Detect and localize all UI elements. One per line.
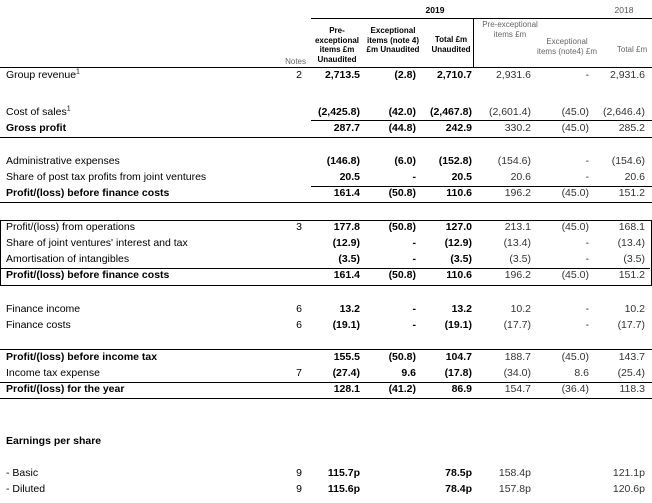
eps-pre-exceptional-2019: 115.7p: [327, 467, 360, 479]
value-total-2019: (19.1): [444, 319, 472, 331]
row-label: [6, 156, 120, 167]
value-exceptional-2018: -: [585, 253, 589, 265]
col-header-pre-exceptional-2019: Pre-exceptional items £m Unaudited: [314, 26, 359, 64]
value-total-2019: (3.5): [450, 253, 472, 265]
note-ref: 6: [296, 319, 302, 331]
value-pre-exceptional-2018: 330.2: [504, 122, 531, 134]
value-total-2019: 13.2: [451, 303, 472, 315]
row-label: [6, 188, 169, 199]
value-exceptional-2018: (45.0): [561, 269, 589, 281]
value-pre-exceptional-2018: 188.7: [504, 351, 531, 363]
eps-note-ref: 9: [296, 467, 302, 479]
value-pre-exceptional-2018: (154.6): [497, 155, 531, 167]
year-prior: 2018: [614, 5, 634, 15]
value-exceptional-2019: (6.0): [394, 155, 416, 167]
eps-pre-exceptional-2018: 158.4p: [498, 467, 531, 479]
eps-total-2019: 78.5p: [445, 467, 472, 479]
section-rule: [0, 349, 652, 350]
value-pre-exceptional-2019: (19.1): [332, 319, 360, 331]
eps-row-label: - Diluted: [6, 483, 46, 495]
value-total-2018: 10.2: [624, 303, 645, 315]
header-top-rule: [311, 18, 652, 19]
value-total-2018: (13.4): [617, 237, 645, 249]
subtotal-rule: [311, 120, 652, 121]
value-pre-exceptional-2018: (34.0): [503, 367, 531, 379]
eps-pre-exceptional-2019: 115.6p: [327, 483, 360, 495]
value-total-2018: (17.7): [617, 319, 645, 331]
notes-header: Notes: [285, 57, 306, 66]
row-label: [6, 368, 100, 379]
value-exceptional-2019: (2.8): [394, 69, 416, 81]
value-pre-exceptional-2018: 2,931.6: [495, 69, 531, 81]
row-label-text: Finance income: [6, 303, 81, 315]
value-exceptional-2019: -: [412, 171, 416, 183]
value-pre-exceptional-2018: 154.7: [504, 383, 531, 395]
value-exceptional-2019: -: [412, 253, 416, 265]
value-total-2018: 143.7: [618, 351, 645, 363]
value-pre-exceptional-2018: 20.6: [510, 171, 531, 183]
eps-note-ref: 9: [296, 483, 302, 495]
value-pre-exceptional-2019: (27.4): [332, 367, 360, 379]
value-pre-exceptional-2018: 10.2: [510, 303, 531, 315]
value-pre-exceptional-2019: 128.1: [333, 383, 360, 395]
value-exceptional-2019: -: [412, 303, 416, 315]
value-total-2018: 151.2: [618, 269, 645, 281]
row-label-text: Profit/(loss) before finance costs: [6, 187, 170, 199]
value-pre-exceptional-2018: (13.4): [503, 237, 531, 249]
operations-section-box: [0, 220, 652, 286]
footnote-marker: 1: [76, 68, 80, 76]
value-pre-exceptional-2019: 2,713.5: [324, 69, 360, 81]
col-header-total-2018: Total £m: [616, 45, 648, 54]
eps-total-2019: 78.4p: [445, 483, 472, 495]
value-total-2019: 110.6: [446, 269, 472, 281]
value-total-2019: 104.7: [445, 351, 472, 363]
value-pre-exceptional-2019: (2,425.8): [317, 106, 360, 118]
year-current: 2019: [425, 5, 445, 15]
value-total-2018: 2,931.6: [609, 69, 645, 81]
value-total-2019: 86.9: [451, 383, 472, 395]
value-exceptional-2019: (50.8): [388, 351, 416, 363]
section-rule: [0, 202, 652, 203]
row-label: [6, 107, 71, 118]
value-exceptional-2019: (50.8): [388, 221, 416, 233]
value-pre-exceptional-2019: 161.4: [333, 187, 360, 199]
value-total-2018: 285.2: [618, 122, 645, 134]
row-label-text: Profit/(loss) from operations: [6, 221, 135, 233]
value-exceptional-2018: (45.0): [561, 122, 589, 134]
value-pre-exceptional-2018: 213.1: [504, 221, 531, 233]
row-label: [6, 172, 206, 183]
eps-pre-exceptional-2018: 157.8p: [498, 483, 531, 495]
col-header-total-2019: Total £m Unaudited: [431, 35, 471, 54]
value-total-2019: (17.8): [444, 367, 472, 379]
col-header-pre-exceptional-2018: Pre-exceptional items £m: [482, 20, 538, 39]
value-exceptional-2018: -: [585, 303, 589, 315]
eps-total-2018: 120.6p: [612, 483, 645, 495]
row-label-text: Administrative expenses: [6, 155, 120, 167]
value-exceptional-2018: -: [585, 155, 589, 167]
row-label: [6, 352, 157, 363]
value-total-2018: (25.4): [617, 367, 645, 379]
value-total-2018: (3.5): [623, 253, 645, 265]
value-pre-exceptional-2018: (3.5): [509, 253, 531, 265]
row-label: [6, 320, 71, 331]
subtotal-rule: [311, 186, 652, 187]
value-pre-exceptional-2019: 161.4: [333, 269, 360, 281]
row-label-text: Gross profit: [6, 122, 67, 134]
value-total-2018: (2,646.4): [602, 106, 645, 118]
eps-total-2018: 121.1p: [612, 467, 645, 479]
value-total-2019: (12.9): [444, 237, 472, 249]
value-exceptional-2019: (50.8): [388, 187, 416, 199]
value-pre-exceptional-2019: 155.5: [333, 351, 360, 363]
row-label-text: Profit/(loss) before finance costs: [6, 269, 170, 281]
value-exceptional-2019: -: [412, 319, 416, 331]
note-ref: 2: [296, 69, 302, 81]
value-exceptional-2019: (41.2): [388, 383, 416, 395]
value-pre-exceptional-2019: 20.5: [339, 171, 360, 183]
value-total-2018: 168.1: [618, 221, 645, 233]
value-exceptional-2018: -: [585, 69, 589, 81]
value-exceptional-2018: -: [585, 237, 589, 249]
row-label-text: Share of joint ventures' interest and tax: [6, 237, 188, 249]
row-label-text: Finance costs: [6, 319, 71, 331]
footnote-marker: 1: [66, 105, 71, 113]
row-label: [6, 384, 124, 395]
section-rule: [0, 398, 652, 399]
value-pre-exceptional-2019: (146.8): [326, 155, 360, 167]
value-pre-exceptional-2019: (12.9): [332, 237, 360, 249]
value-pre-exceptional-2019: 287.7: [333, 122, 360, 134]
eps-row-label: - Basic: [6, 467, 39, 479]
row-label: [6, 304, 80, 315]
value-total-2019: 127.0: [445, 221, 472, 233]
row-label-text: Share of post tax profits from joint ventures: [6, 171, 207, 183]
row-label: [6, 123, 66, 134]
subtotal-rule: [0, 382, 652, 383]
header-bottom-rule: [0, 67, 652, 68]
value-total-2019: 242.9: [445, 122, 472, 134]
value-total-2018: 20.6: [624, 171, 645, 183]
row-label-text: Cost of sales: [6, 106, 67, 118]
row-label-text: Income tax expense: [6, 367, 100, 379]
eps-title: Earnings per share: [6, 435, 102, 447]
value-total-2018: (154.6): [611, 155, 645, 167]
row-label-text: Group revenue: [6, 69, 77, 81]
value-pre-exceptional-2018: (17.7): [503, 319, 531, 331]
value-exceptional-2018: 8.6: [574, 367, 589, 379]
value-exceptional-2019: 9.6: [401, 367, 416, 379]
value-pre-exceptional-2018: (2,601.4): [488, 106, 531, 118]
value-exceptional-2019: (50.8): [388, 269, 416, 281]
value-exceptional-2018: (45.0): [561, 351, 589, 363]
value-total-2019: (152.8): [438, 155, 472, 167]
value-exceptional-2018: (45.0): [561, 106, 589, 118]
value-pre-exceptional-2019: (3.5): [338, 253, 360, 265]
value-exceptional-2019: (42.0): [388, 106, 416, 118]
value-pre-exceptional-2018: 196.2: [504, 187, 531, 199]
value-exceptional-2018: -: [585, 171, 589, 183]
value-exceptional-2018: -: [585, 319, 589, 331]
note-ref: 3: [296, 221, 302, 233]
row-label-text: Amortisation of intangibles: [6, 253, 130, 265]
col-header-exceptional-2018: Exceptional items (note4) £m: [536, 37, 598, 56]
value-total-2019: 2,710.7: [436, 69, 472, 81]
value-total-2018: 118.3: [619, 383, 645, 395]
value-total-2019: 20.5: [451, 171, 472, 183]
row-label-text: Profit/(loss) before income tax: [6, 351, 158, 363]
value-exceptional-2018: (36.4): [561, 383, 589, 395]
note-ref: 6: [296, 303, 302, 315]
note-ref: 7: [296, 367, 302, 379]
value-exceptional-2018: (45.0): [561, 187, 589, 199]
value-total-2018: 151.2: [618, 187, 645, 199]
col-header-exceptional-2019: Exceptional items (note 4) £m Unaudited: [366, 26, 420, 54]
value-exceptional-2019: (44.8): [388, 122, 416, 134]
value-exceptional-2019: -: [412, 237, 416, 249]
value-total-2019: (2,467.8): [429, 106, 472, 118]
value-total-2019: 110.6: [446, 187, 472, 199]
gross-profit-rule: [0, 137, 652, 138]
row-label-text: Profit/(loss) for the year: [6, 383, 125, 395]
value-pre-exceptional-2019: 13.2: [339, 303, 360, 315]
value-pre-exceptional-2018: 196.2: [504, 269, 531, 281]
row-label: [6, 70, 80, 81]
value-exceptional-2018: (45.0): [561, 221, 589, 233]
value-pre-exceptional-2019: 177.8: [333, 221, 360, 233]
